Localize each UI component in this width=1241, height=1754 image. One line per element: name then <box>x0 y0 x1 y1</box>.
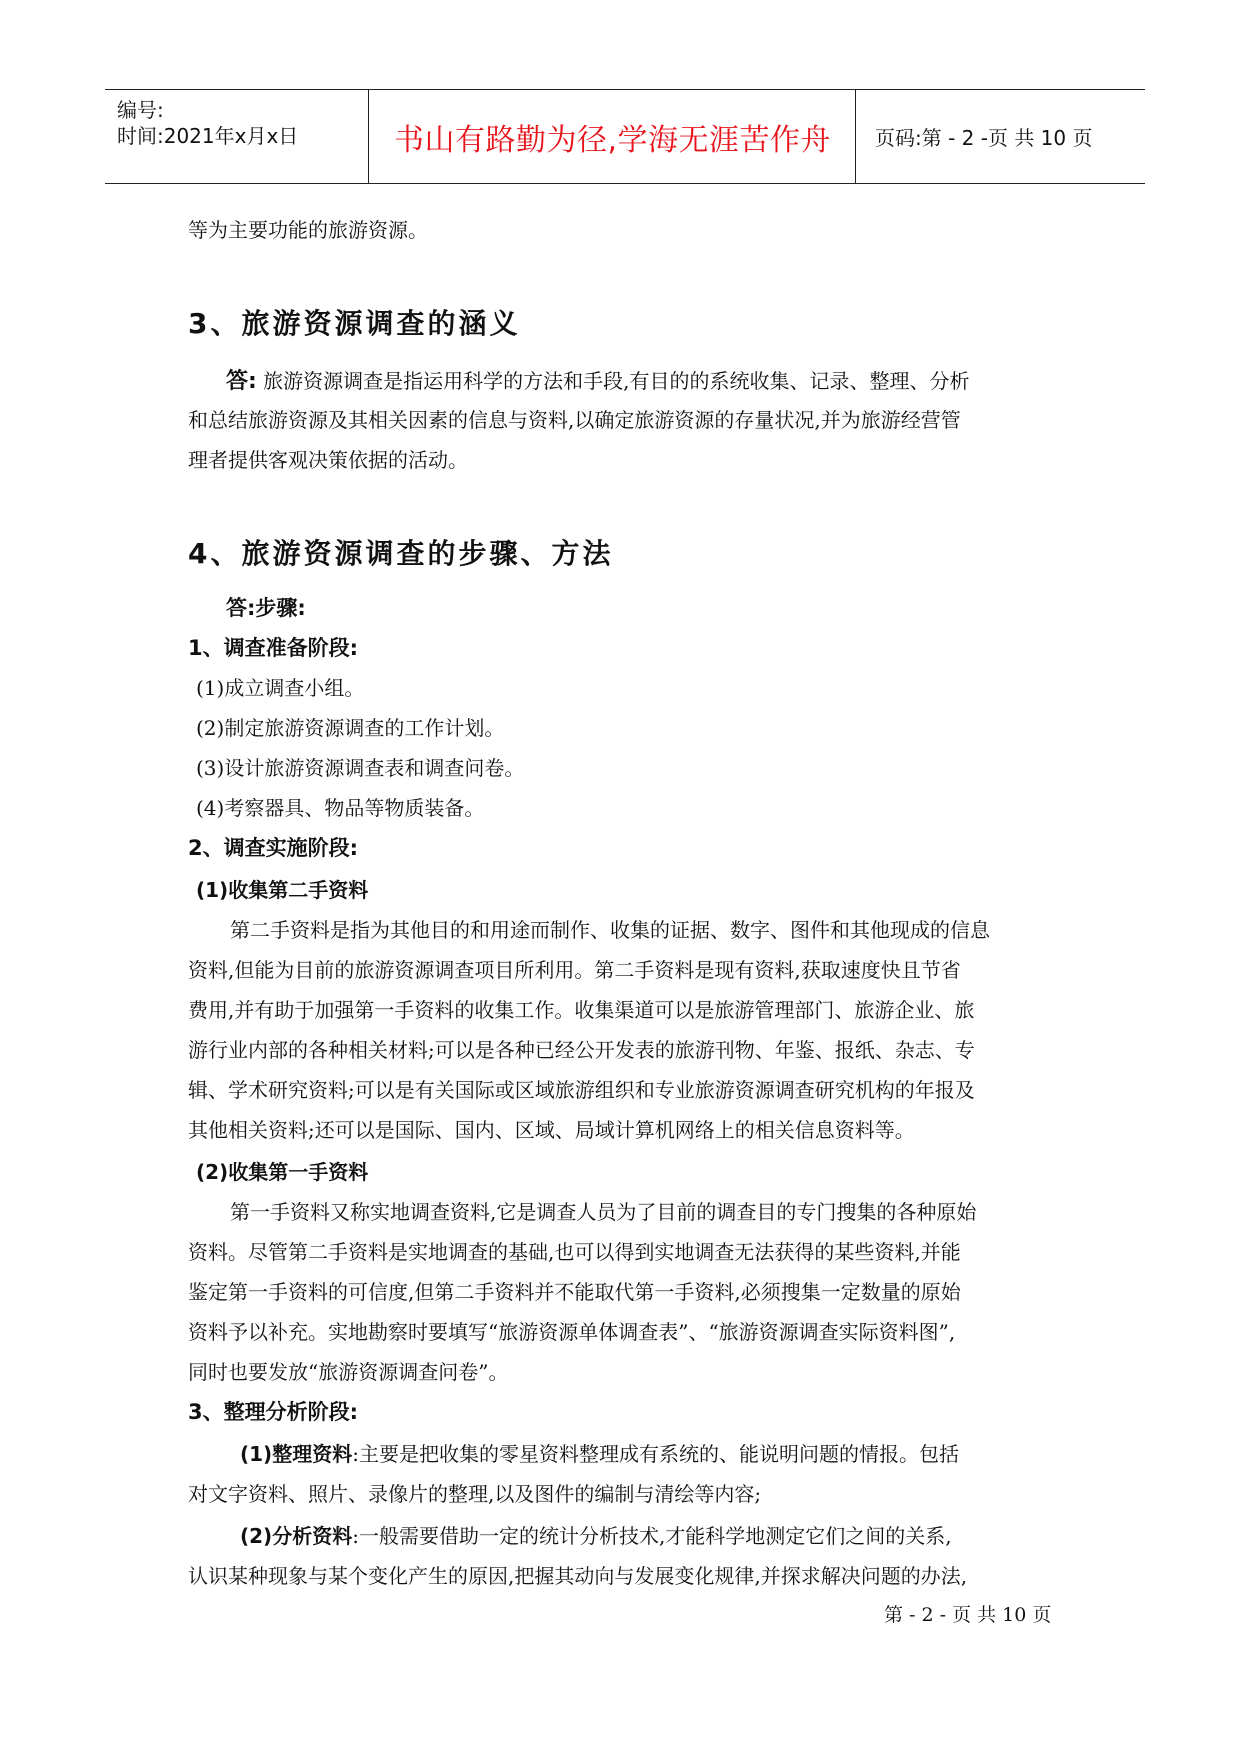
sub-1-line: 辑、学术研究资料;可以是有关国际或区域旅游组织和专业旅游资源调查研究机构的年报及 <box>188 1078 975 1102</box>
document-header <box>105 89 1145 184</box>
item-1-text: :主要是把收集的零星资料整理成有系统的、能说明问题的情报。包括 <box>352 1442 959 1466</box>
item-1-line-2: 对文字资料、照片、录像片的整理,以及图件的编制与清绘等内容; <box>188 1482 762 1506</box>
stage-1-item: (4)考察器具、物品等物质装备。 <box>196 796 485 820</box>
time-label: 时间:2021年x月x日 <box>117 124 299 148</box>
motto-text: 书山有路勤为径,学海无涯苦作舟 <box>393 122 832 158</box>
sub-1-line: 第二手资料是指为其他目的和用途而制作、收集的证据、数字、图件和其他现成的信息 <box>230 918 990 942</box>
sub-2-line: 鉴定第一手资料的可信度,但第二手资料并不能取代第一手资料,必须搜集一定数量的原始 <box>188 1280 961 1304</box>
sub-1-line: 游行业内部的各种相关材料;可以是各种已经公开发表的旅游刊物、年鉴、报纸、杂志、专 <box>188 1038 975 1062</box>
sub-2-line: 资料。尽管第二手资料是实地调查的基础,也可以得到实地调查无法获得的某些资料,并能 <box>188 1240 961 1264</box>
stage-1-item: (1)成立调查小组。 <box>196 676 365 700</box>
item-2-text: :一般需要借助一定的统计分析技术,才能科学地测定它们之间的关系, <box>352 1524 952 1548</box>
stage-2-title: 2、调查实施阶段: <box>188 836 359 860</box>
section-4-title: 4、旅游资源调查的步骤、方法 <box>188 537 614 570</box>
section-3-text-1: 旅游资源调查是指运用科学的方法和手段,有目的的系统收集、记录、整理、分析 <box>263 369 970 393</box>
item-2-line-2: 认识某种现象与某个变化产生的原因,把握其动向与发展变化规律,并探求解决问题的办法, <box>188 1564 968 1588</box>
header-meta-cell <box>105 90 369 183</box>
item-2-line-1 <box>240 1520 952 1549</box>
stage-1-title: 1、调查准备阶段: <box>188 636 359 660</box>
stage-1-item: (3)设计旅游资源调查表和调查问卷。 <box>196 756 525 780</box>
number-label: 编号: <box>117 98 164 122</box>
item-1-line-1 <box>240 1438 959 1467</box>
item-2-label: (2)分析资料 <box>240 1524 353 1548</box>
sub-2-line: 同时也要发放“旅游资源调查问卷”。 <box>188 1360 509 1384</box>
stage-1-item: (2)制定旅游资源调查的工作计划。 <box>196 716 505 740</box>
section-3-line-3: 理者提供客观决策依据的活动。 <box>188 448 468 472</box>
section-4-answer: 答:步骤: <box>226 596 306 620</box>
stage-3-title: 3、整理分析阶段: <box>188 1400 359 1424</box>
sub-1-line: 其他相关资料;还可以是国际、国内、区域、局域计算机网络上的相关信息资料等。 <box>188 1118 915 1142</box>
intro-tail: 等为主要功能的旅游资源。 <box>188 218 428 242</box>
answer-label: 答: <box>226 369 257 394</box>
header-motto-cell <box>370 90 856 183</box>
item-1-label: (1)整理资料 <box>240 1442 353 1466</box>
section-3-title: 3、旅游资源调查的涵义 <box>188 307 521 340</box>
sub-2-title: (2)收集第一手资料 <box>196 1160 369 1184</box>
section-3-line-1 <box>226 364 970 395</box>
sub-2-line: 第一手资料又称实地调查资料,它是调查人员为了目前的调查目的专门搜集的各种原始 <box>230 1200 977 1224</box>
header-page-number: 页码:第 - 2 -页 共 10 页 <box>875 126 1093 150</box>
section-3-line-2: 和总结旅游资源及其相关因素的信息与资料,以确定旅游资源的存量状况,并为旅游经营管 <box>188 408 961 432</box>
header-page-cell <box>857 90 1145 183</box>
sub-2-line: 资料予以补充。实地勘察时要填写“旅游资源单体调查表”、“旅游资源调查实际资料图”, <box>188 1320 956 1344</box>
sub-1-line: 资料,但能为目前的旅游资源调查项目所利用。第二手资料是现有资料,获取速度快且节省 <box>188 958 961 982</box>
sub-1-title: (1)收集第二手资料 <box>196 878 369 902</box>
sub-1-line: 费用,并有助于加强第一手资料的收集工作。收集渠道可以是旅游管理部门、旅游企业、旅 <box>188 998 975 1022</box>
footer-page-number: 第 - 2 - 页 共 10 页 <box>884 1604 1052 1626</box>
